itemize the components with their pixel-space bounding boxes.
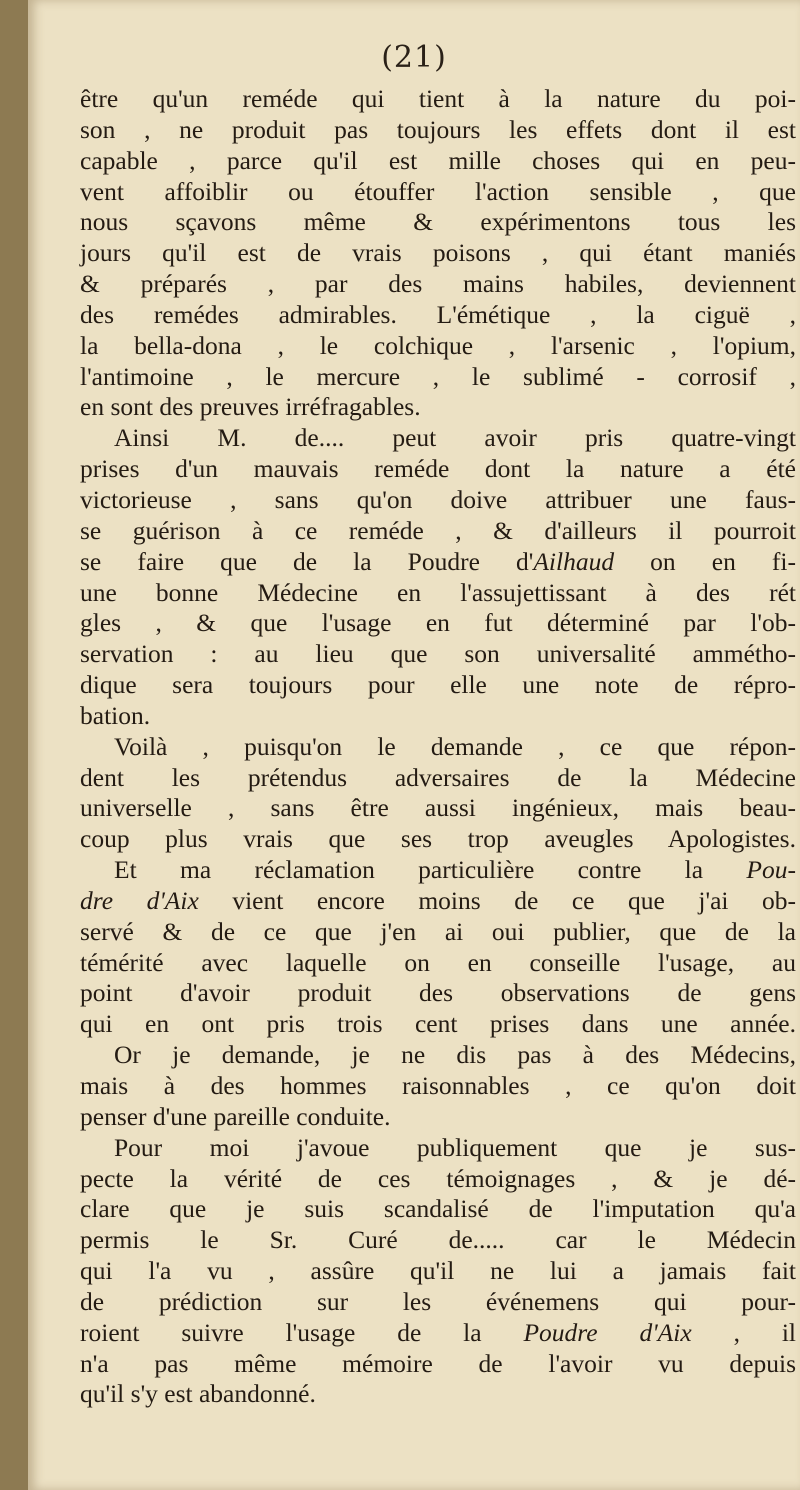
text-line: se faire que de la Poudre d'Ailhaud on en fi- — [80, 546, 796, 576]
page-body-text — [80, 84, 796, 1410]
text-line: & préparés , par des mains habiles, deviennent — [80, 269, 796, 299]
text-line: roient suivre l'usage de la Poudre d'Aix , il — [80, 1317, 796, 1347]
text-line: mais à des hommes raisonnables , ce qu'on doit — [80, 1071, 796, 1100]
text-line: se guérison à ce reméde , & d'ailleurs il pourroit — [80, 515, 796, 545]
text-line: vent affoiblir ou étouffer l'action sensible , que — [80, 176, 796, 206]
text-line: servation : au lieu que son universalité ammétho- — [80, 639, 796, 669]
text-line: victorieuse , sans qu'on doive attribuer une faus- — [80, 484, 796, 514]
text-line: clare que je suis scandalisé de l'imputation qu'a — [80, 1194, 796, 1224]
text-line: gles , & que l'usage en fut déterminé par l'ob- — [80, 608, 796, 638]
text-line: qui l'a vu , assûre qu'il ne lui a jamais fait — [80, 1256, 796, 1286]
text-line: dre d'Aix vient encore moins de ce que j'ai ob- — [80, 885, 797, 915]
text-line: n'a pas même mémoire de l'avoir vu depuis — [80, 1348, 796, 1378]
text-line: Voilà , puisqu'on le demande , ce que répon- — [114, 731, 796, 761]
page-number: (21) — [381, 40, 447, 75]
text-line: servé & de ce que j'en ai oui publier, que de la — [80, 916, 796, 946]
text-line: qu'il s'y est abandonné. — [80, 1379, 316, 1409]
text-line: bation. — [80, 700, 151, 730]
text-line: en sont des preuves irréfragables. — [80, 392, 421, 422]
text-line: dent les prétendus adversaires de la Médecine — [80, 762, 796, 792]
text-line: universelle , sans être aussi ingénieux, mais beau- — [80, 793, 796, 823]
text-line: coup plus vrais que ses trop aveugles Apologistes. — [80, 824, 796, 854]
text-line: prises d'un mauvais reméde dont la nature a été — [80, 454, 796, 484]
text-line: qui en ont pris trois cent prises dans une année. — [80, 1009, 796, 1039]
text-line: la bella-dona , le colchique , l'arsenic , l'opium, — [80, 330, 796, 360]
text-line: penser d'une pareille conduite. — [80, 1101, 391, 1131]
text-line: des remédes admirables. L'émétique , la ciguë , — [80, 299, 796, 329]
text-line: point d'avoir produit des observations de gens — [80, 978, 796, 1008]
text-line: capable , parce qu'il est mille choses qui en peu- — [80, 145, 796, 175]
text-line: Et ma réclamation particulière contre la Pou- — [114, 855, 796, 885]
text-line: pecte la vérité de ces témoignages , & je dé- — [80, 1163, 796, 1193]
text-line: de prédiction sur les événemens qui pour- — [80, 1286, 796, 1316]
text-line: Ainsi M. de.... peut avoir pris quatre-vingt — [114, 423, 796, 453]
text-line: jours qu'il est de vrais poisons , qui étant maniés — [80, 238, 796, 268]
text-line: l'antimoine , le mercure , le sublimé - corrosif , — [80, 361, 796, 391]
text-line: dique sera toujours pour elle une note de répro- — [80, 670, 796, 700]
text-line: nous sçavons même & expérimentons tous les — [80, 207, 796, 237]
text-line: Pour moi j'avoue publiquement que je sus- — [114, 1132, 796, 1162]
text-line: son , ne produit pas toujours les effets dont il est — [80, 114, 796, 144]
text-line: témérité avec laquelle on en conseille l'usage, au — [80, 947, 796, 977]
text-line: être qu'un reméde qui tient à la nature du poi- — [80, 84, 796, 113]
text-line: une bonne Médecine en l'assujettissant à des rét — [80, 577, 796, 607]
text-line: Or je demande, je ne dis pas à des Médecins, — [114, 1040, 796, 1070]
text-line: permis le Sr. Curé de..... car le Médecin — [80, 1225, 796, 1255]
book-page — [28, 0, 800, 1490]
